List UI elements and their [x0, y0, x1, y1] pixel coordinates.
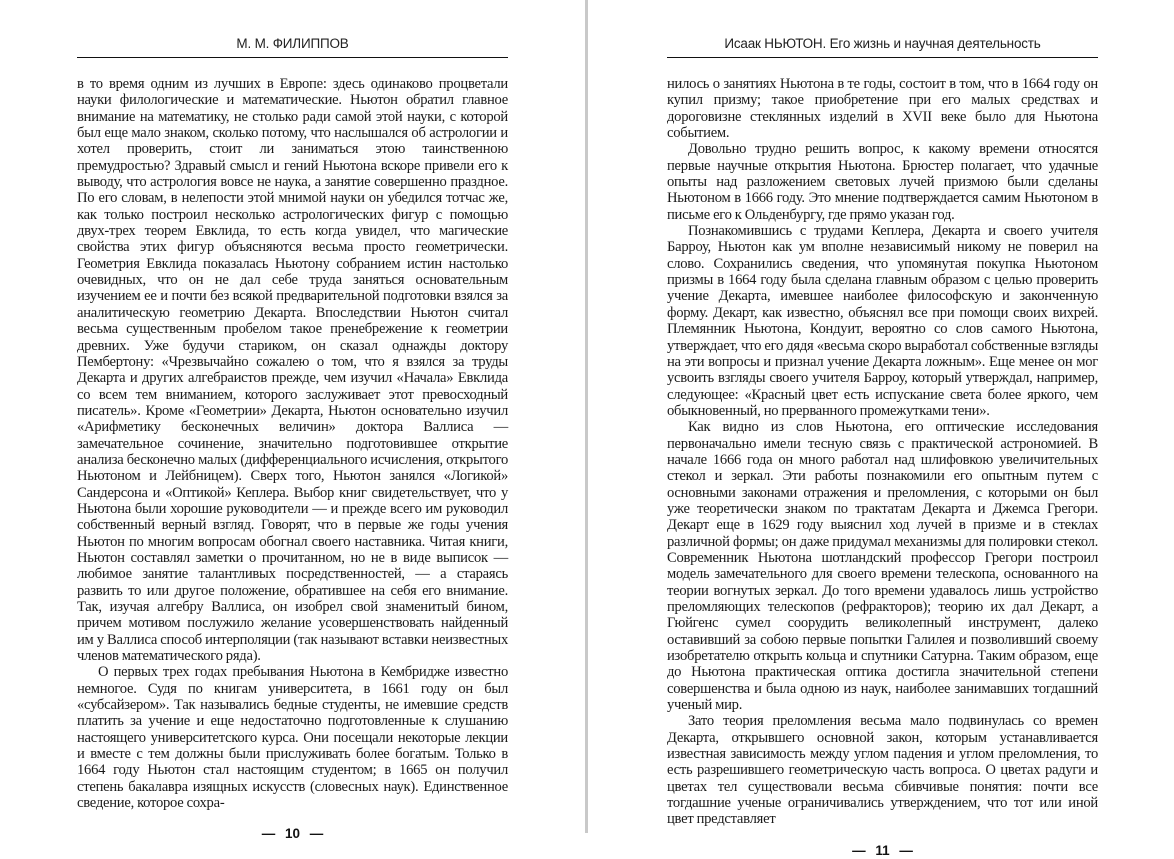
right-page	[588, 0, 1174, 858]
page-number: — 11 —	[852, 842, 913, 858]
running-head-author: М. М. ФИЛИППОВ	[236, 36, 349, 51]
body-text	[77, 76, 508, 811]
paragraph: Довольно трудно решить вопрос, к какому времени относятся первые научные открытия Ньютона. Брюстер полагает, что удачные опыты над разложением световых лучей призмою были сделаны Ньютоном в 1666 году. Это мнение подтверждается самим Ньютоном в письме его к Ольденбургу, где прямо указан год.	[667, 141, 1098, 223]
paragraph: Как видно из слов Ньютона, его оптические исследования первоначально имели тесную связь с практической астрономией. В начале 1666 года он много работал над шлифовкою увеличительных стекол и зеркал. Эти работы познакомили его опытным путем с основными законами отражения и преломления, с которыми он был уже теоретически знаком по трактатам Декарта и Джемса Грегори. Декарт еще в 1629 году выяснил ход лучей в призме и в стеклах различной формы; он даже придумал механизмы для полировки стекол. Современник Ньютона шотландский профессор Грегори построил модель замечательного для своего времени телескопа, основанного на теории вогнутых зеркал. До того времени удавалось лишь устройство преломляющих телескопов (рефракторов); теорию их дал Декарт, а Гюйгенс сумел соорудить великолепный инструмент, далеко оставивший за собою первые попытки Галилея и позволивший своему изобретателю открыть кольца и спутники Сатурна. Таким образом, еще до Ньютона практическая оптика достигла значительной степени совершенства и была одною из наук, наиболее занимавших тогдашний ученый мир.	[667, 419, 1098, 714]
page-number: — 10 —	[261, 826, 324, 842]
paragraph: О первых трех годах пребывания Ньютона в Кембридже известно немногое. Судя по книгам университета, в 1661 году он был «субсайзером». Так назывались бедные студенты, не имевшие средств платить за учение и еще недостаточно подготовленные к слушанию настоящего университетского курса. Они посещали некоторые лекции и вместе с тем должны были прислуживать более богатым. Только в 1664 году Ньютон стал настоящим студентом; в 1665 он получил степень бакалавра изящных искусств (словесных наук). Единственное сведение, которое сохра-	[77, 664, 508, 812]
paragraph: нилось о занятиях Ньютона в те годы, состоит в том, что в 1664 году он купил призму; такое приобретение при его малых средствах и дороговизне стеклянных изделий в XVII веке было для Ньютона событием.	[667, 76, 1098, 142]
header-rule	[667, 57, 1098, 58]
left-page	[0, 0, 586, 842]
paragraph: в то время одним из лучших в Европе: здесь одинаково процветали науки филологические и математические. Ньютон обратил главное внимание на математику, не столько ради самой этой науки, с которой был еще мало знаком, сколько потому, что наслышался об астрологии и хотел проверить, стоит ли заниматься этою таинственною премудростью? Здравый смысл и гений Ньютона вскоре привели его к выводу, что астрология вовсе не наука, а занятие совершенно праздное. По его словам, в нелепости этой мнимой науки он убедился тотчас же, как только построил несколько астрологических фигур с помощью двух-трех теорем Евклида, то есть когда увидел, что магические свойства этих фигур объясняются весьма просто геометрически. Геометрия Евклида показалась Ньютону собранием истин настолько очевидных, что он не дал себе труда заняться основательным изучением ее и почти без всякой предварительной подготовки взялся за аналитическую геометрию Декарта. Впоследствии Ньютон считал весьма существенным пробелом такое пренебрежение к геометрии древних. Уже будучи стариком, он сказал однажды доктору Пембертону: «Чрезвычайно сожалею о том, что я взялся за труды Декарта и других алгебраистов прежде, чем изучил «Начала» Евклида со всем тем вниманием, которого заслуживает этот превосходный писатель». Кроме «Геометрии» Декарта, Ньютон основательно изучил «Арифметику бесконечных величин» доктора Валлиса — замечательное сочинение, значительно подготовившее открытие анализа бесконечно малых (дифференциального исчисления, открытого Ньютоном и Лейбницем). Сверх того, Ньютон занялся «Логикой» Сандерсона и «Оптикой» Кеплера. Выбор книг свидетельствует, что у Ньютона были хорошие руководители — и прежде всего им руководил собственный верный взгляд. Говорят, что в первые же годы учения Ньютон по многим вопросам обогнал своего наставника. Читая книги, Ньютон составлял заметки о прочитанном, но не в виде выписок — любимое занятие талантливых посредственностей, — а стараясь развить то или другое положение, обратившее на себя его внимание. Так, изучая алгебру Валлиса, он изобрел свой знаменитый бином, причем мотивом послужило желание усовершенствовать найденный им у Валлиса способ интерполяции (так называют вставки неизвестных членов математического ряда).	[77, 76, 508, 665]
text-column	[77, 0, 508, 842]
running-head-title: Исаак НЬЮТОН. Его жизнь и научная деятельность	[724, 36, 1041, 51]
paragraph: Познакомившись с трудами Кеплера, Декарта и своего учителя Барроу, Ньютон как ум вполне независимый никому не поверил на слово. Сохранились сведения, что упомянутая покупка Ньютоном призмы в 1664 году была сделана главным образом с целью проверить учение Декарта, имевшее наиболее философскую и законченную форму. Декарт, как известно, объяснял все при помощи своих вихрей. Племянник Ньютона, Кондуит, вероятно со слов самого Ньютона, утверждает, что его дядя «весьма скоро выработал собственные взгляды на эти вопросы и признал учение Декарта ложным». Еще менее он мог усвоить взгляды своего учителя Барроу, который утверждал, например, следующее: «Красный цвет есть испускание света более яркого, чем обыкновенный, но прерванного промежутками тени».	[667, 223, 1098, 419]
body-text	[667, 76, 1098, 828]
text-column	[667, 0, 1098, 859]
header-rule	[77, 57, 508, 58]
paragraph: Зато теория преломления весьма мало подвинулась со времен Декарта, открывшего основной закон, которым устанавливается известная зависимость между углом падения и углом преломления, то есть разрешившего геометрическую часть вопроса. О цветах радуги и цветах тел существовали весьма сбивчивые понятия: почти все тогдашние ученые ограничивались утверждением, что тот или иной цвет представляет	[667, 713, 1098, 828]
